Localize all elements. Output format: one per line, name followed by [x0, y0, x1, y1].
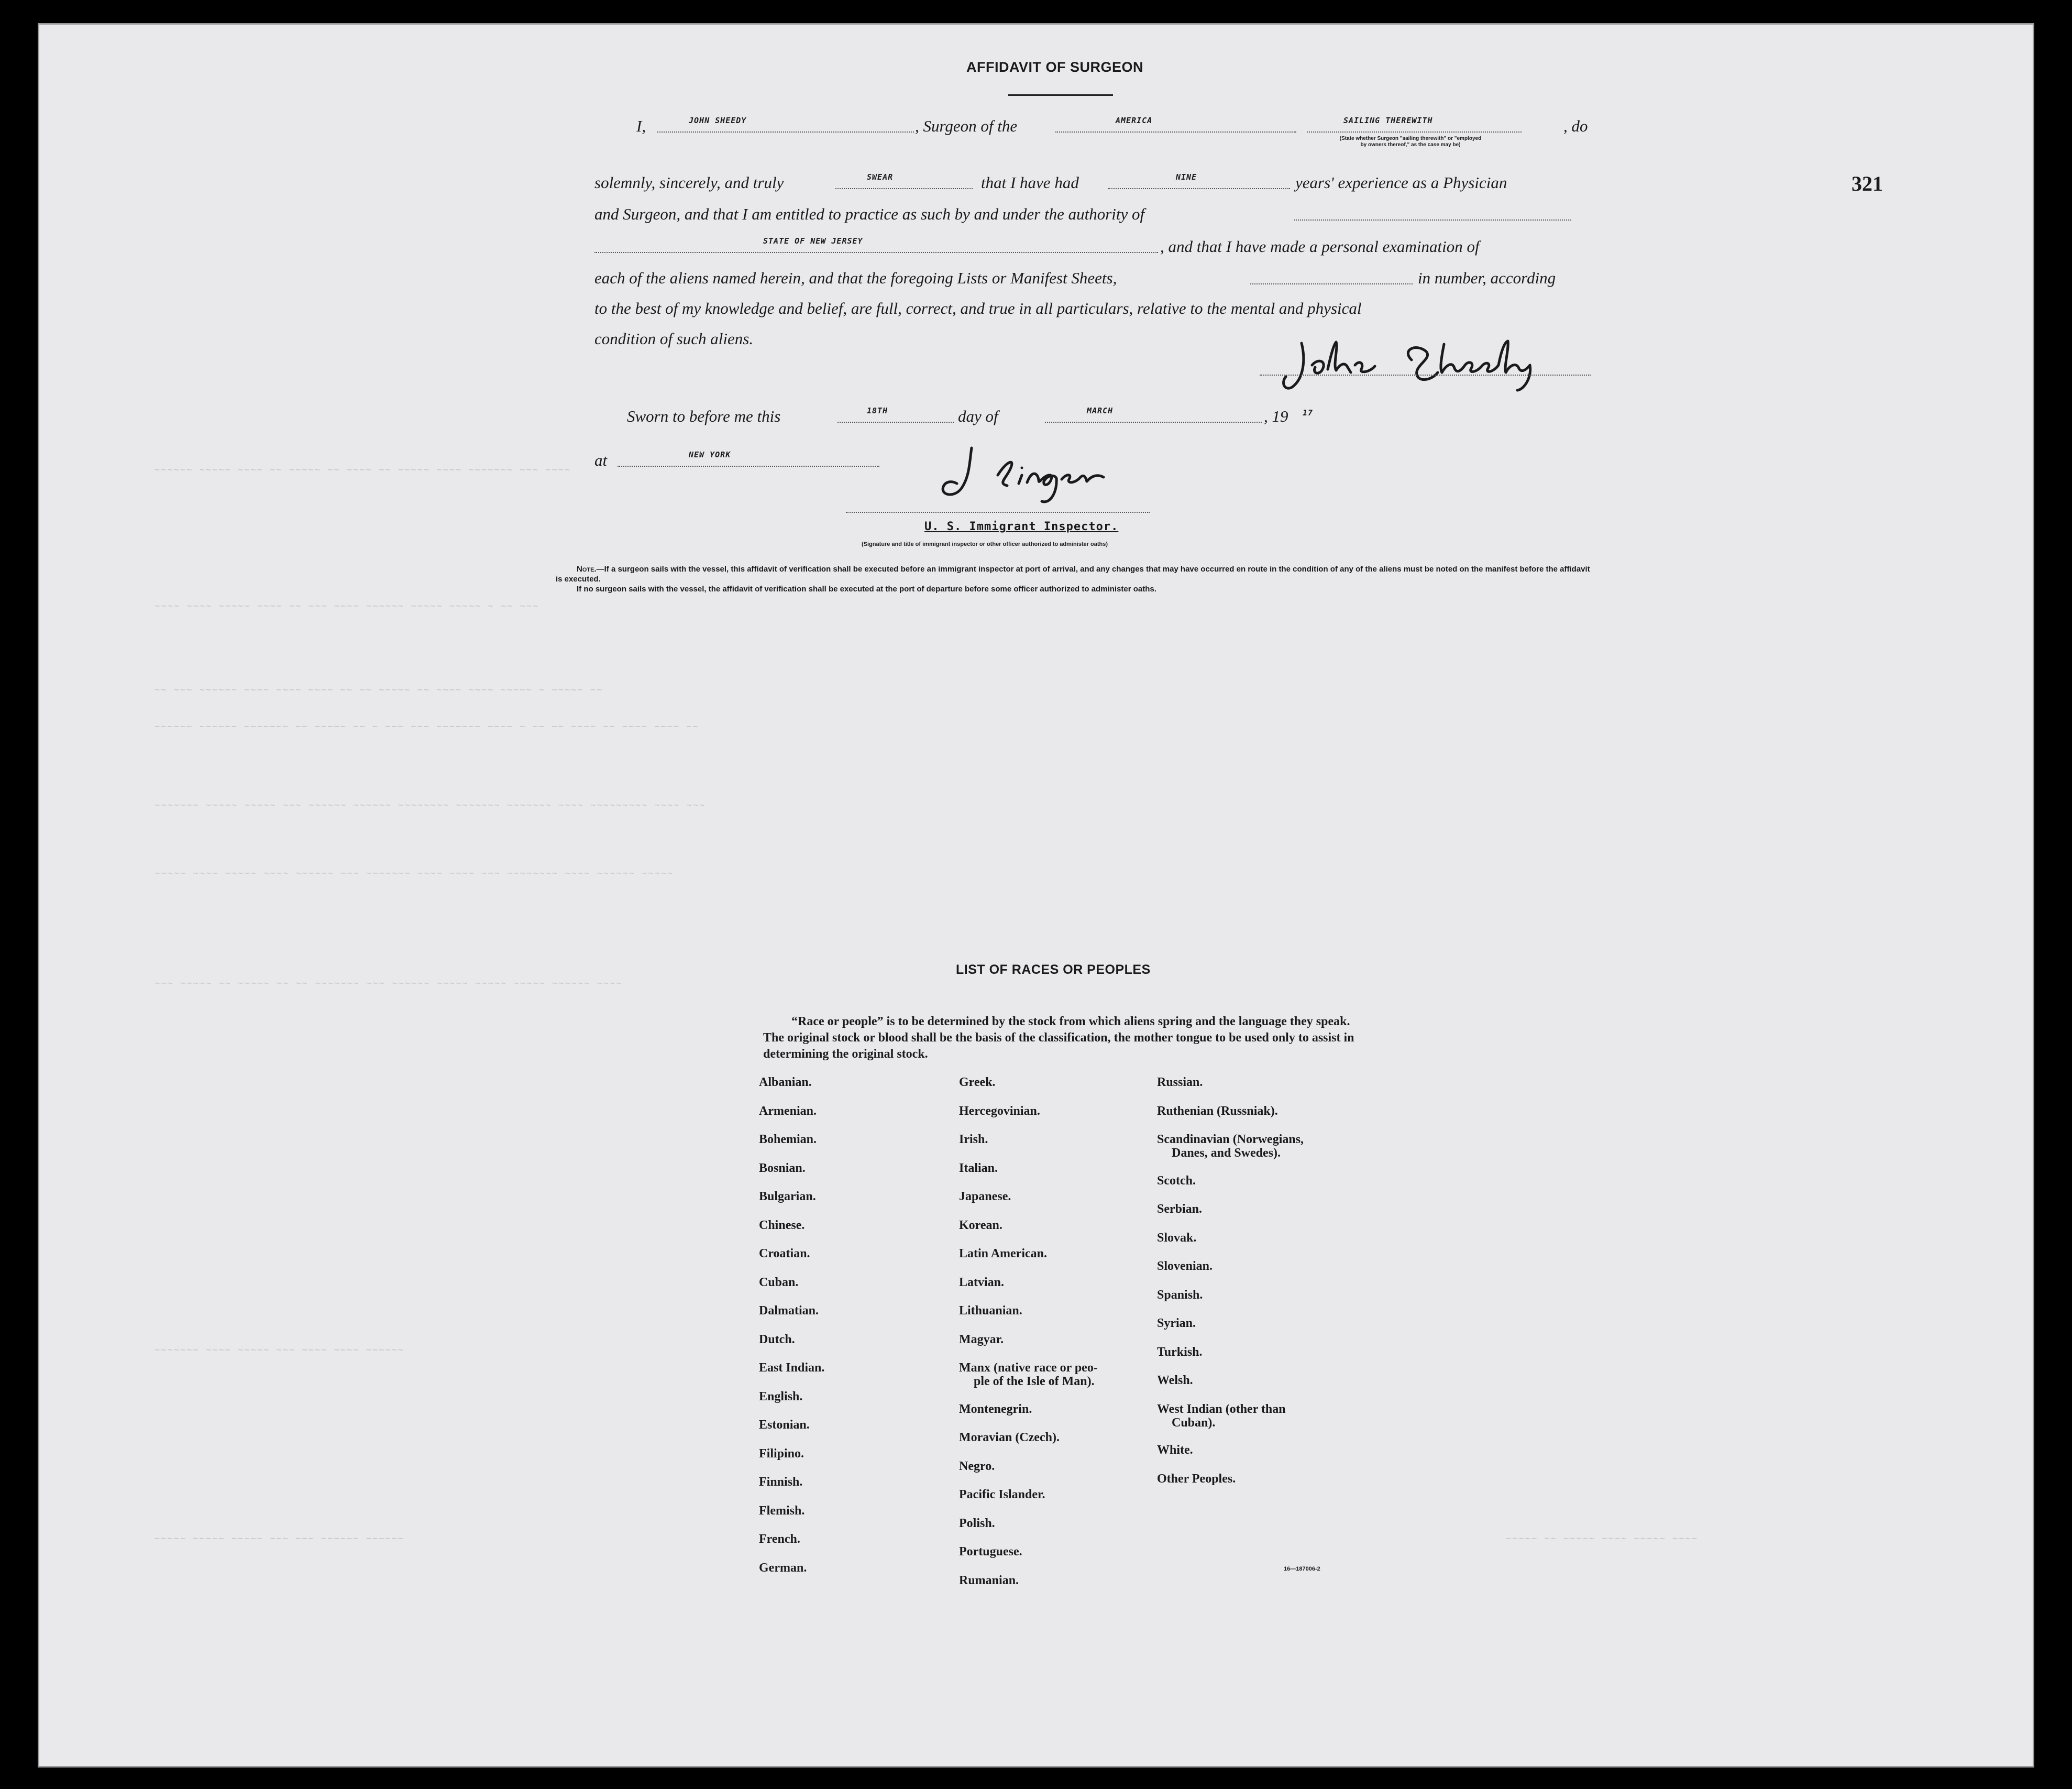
- text-in-number: in number, according: [1418, 269, 1556, 287]
- race-item: Korean.: [959, 1218, 1002, 1232]
- text-best-of-knowledge: to the best of my knowledge and belief, are full, correct, and true in all particulars, relative to the mental and physical: [594, 299, 1362, 317]
- bleed-through-text: ~~~~~~ ~~~~~ ~~~~ ~~ ~~~~~ ~~ ~~~~ ~~ ~~~~~ ~~~~ ~~~~~~~ ~~~ ~~~~: [155, 465, 571, 475]
- race-item: White.: [1157, 1443, 1193, 1457]
- race-item: Hercegovinian.: [959, 1104, 1040, 1118]
- affidavit-note: [556, 564, 1593, 594]
- race-item: Ruthenian (Russniak).: [1157, 1104, 1278, 1118]
- text-and-surgeon: and Surgeon, and that I am entitled to practice as such by and under the authority of: [594, 205, 1145, 223]
- bleed-through-text: ~~ ~~~ ~~~~~~ ~~~~ ~~~~ ~~~~ ~~ ~~ ~~~~~ ~~ ~~~~ ~~~~ ~~~~~ ~ ~~~~~ ~~: [155, 685, 603, 695]
- text-each-of-aliens: each of the aliens named herein, and that the foregoing Lists or Manifest Sheets,: [594, 269, 1117, 287]
- text-surgeon-of: , Surgeon of the: [915, 117, 1018, 135]
- race-item: Albanian.: [759, 1075, 812, 1089]
- race-item: Italian.: [959, 1161, 998, 1175]
- text-condition: condition of such aliens.: [594, 330, 754, 348]
- inspector-signature-line: [846, 512, 1150, 513]
- race-item: Syrian.: [1157, 1316, 1196, 1330]
- races-title: LIST OF RACES OR PEOPLES: [956, 962, 1151, 977]
- race-item: Estonian.: [759, 1418, 810, 1432]
- sworn-year: 17: [1303, 408, 1314, 418]
- race-item: Pacific Islander.: [959, 1488, 1045, 1501]
- affidavit-title: AFFIDAVIT OF SURGEON: [966, 59, 1143, 75]
- race-item: Portuguese.: [959, 1545, 1022, 1558]
- race-item: Turkish.: [1157, 1345, 1203, 1359]
- text-at: at: [594, 451, 608, 469]
- sworn-place: NEW YORK: [689, 450, 731, 459]
- race-item: Flemish.: [759, 1503, 805, 1518]
- race-item: Welsh.: [1157, 1374, 1193, 1387]
- race-item: Chinese.: [759, 1218, 805, 1232]
- race-item: Finnish.: [759, 1475, 803, 1489]
- bleed-through-text: ~~~~~ ~~ ~~~~~ ~~~~ ~~~~~ ~~~~: [1506, 1533, 1699, 1544]
- affidavit-line-1: [594, 117, 1590, 138]
- race-item: Slovenian.: [1157, 1259, 1213, 1273]
- page-number: 321: [1851, 172, 1883, 195]
- race-item: Spanish.: [1157, 1288, 1203, 1302]
- race-item: Dutch.: [759, 1332, 795, 1346]
- bleed-through-text: ~~~~~ ~~~~~ ~~~~~ ~~~ ~~~ ~~~~~~ ~~~~~~: [155, 1533, 405, 1544]
- race-item: Croatian.: [759, 1247, 810, 1260]
- race-item: Manx (native race or peo- ple of the Isle of Man).: [959, 1361, 1098, 1388]
- text-nineteen: , 19: [1264, 407, 1288, 425]
- note-label: Note.: [577, 565, 597, 574]
- affidavit-line-7: [594, 330, 753, 348]
- affidavit-line-2: [594, 173, 1590, 194]
- bleed-through-text: ~~~~~~~ ~~~~~ ~~~~~ ~~~ ~~~~~~ ~~~~~~ ~~~~~~~~ ~~~~~~~ ~~~~~~~ ~~~~ ~~~~~~~~~ ~~~~ ~~~: [155, 800, 706, 810]
- bleed-through-text: ~~~~ ~~~~ ~~~~~ ~~~~ ~~ ~~~ ~~~~ ~~~~~~ ~~~~~ ~~~~~ ~ ~~ ~~~: [155, 601, 539, 611]
- licensing-authority: STATE OF NEW JERSEY: [763, 236, 863, 246]
- race-item: West Indian (other than Cuban).: [1157, 1402, 1286, 1430]
- race-item: Greek.: [959, 1075, 996, 1089]
- race-item: Slovak.: [1157, 1231, 1197, 1245]
- bleed-through-text: ~~~ ~~~~~ ~~ ~~~~~ ~~ ~~ ~~~~~~~ ~~~ ~~~~~~ ~~~~~ ~~~~~ ~~~~~ ~~~~~~ ~~~~: [155, 978, 623, 989]
- race-item: Magyar.: [959, 1332, 1004, 1346]
- race-item: Russian.: [1157, 1075, 1203, 1089]
- race-item: German.: [759, 1561, 807, 1575]
- race-item: East Indian.: [759, 1361, 825, 1375]
- sworn-day: 18TH: [867, 406, 888, 415]
- race-item: English.: [759, 1389, 803, 1403]
- affidavit-line-5: [594, 269, 1590, 290]
- sworn-line: [594, 407, 1590, 428]
- years-experience: NINE: [1176, 172, 1197, 182]
- race-item: Filipino.: [759, 1446, 804, 1461]
- text-do: , do: [1563, 117, 1588, 135]
- race-item: Negro.: [959, 1459, 995, 1473]
- race-item: Bohemian.: [759, 1133, 817, 1146]
- text-that-i-have-had: that I have had: [981, 173, 1079, 192]
- bleed-through-text: ~~~~~~ ~~~~~~ ~~~~~~~ ~~ ~~~~~ ~~ ~ ~~~ ~~~ ~~~~~~~ ~~~~ ~ ~~ ~~ ~~~~ ~~ ~~~~ ~~~~ ~~: [155, 721, 699, 732]
- form-code: 16—187006-2: [1284, 1566, 1320, 1572]
- race-item: Irish.: [959, 1133, 988, 1146]
- race-item: Armenian.: [759, 1104, 817, 1118]
- vessel-name: AMERICA: [1116, 116, 1153, 125]
- text-years-experience: years' experience as a Physician: [1295, 173, 1507, 192]
- race-item: Serbian.: [1157, 1202, 1203, 1216]
- race-item: Latvian.: [959, 1275, 1005, 1289]
- race-item: Dalmatian.: [759, 1304, 819, 1318]
- race-item: Moravian (Czech).: [959, 1431, 1060, 1444]
- inspector-caption: (Signature and title of immigrant inspector or other officer authorized to administer oaths): [862, 541, 1108, 547]
- race-item: Bulgarian.: [759, 1190, 816, 1203]
- surgeon-name: JOHN SHEEDY: [689, 116, 747, 125]
- race-item: Scotch.: [1157, 1173, 1196, 1188]
- note-paragraph-2: If no surgeon sails with the vessel, the affidavit of verification shall be executed at the port of departure before some officer authorized to administer oaths.: [577, 585, 1156, 594]
- text-sworn-before-me: Sworn to before me this: [627, 407, 781, 425]
- race-item: Rumanian.: [959, 1573, 1019, 1587]
- race-item: Other Peoples.: [1157, 1472, 1236, 1486]
- race-item: Cuban.: [759, 1275, 799, 1289]
- inspector-signature: [919, 436, 1139, 515]
- races-intro: “Race or people” is to be determined by the stock from which aliens spring and the language they speak. The original stock or blood shall be the basis of the classification, the mother tongue to be used only to assist in determining the original stock.: [763, 1015, 1354, 1061]
- affidavit-line-3: [594, 205, 1590, 226]
- text-day-of: day of: [958, 407, 998, 425]
- race-item: Montenegrin.: [959, 1402, 1032, 1416]
- race-item: Polish.: [959, 1516, 995, 1530]
- inspector-title: U. S. Immigrant Inspector.: [924, 520, 1119, 533]
- oath-type: SWEAR: [867, 172, 894, 182]
- affidavit-line-6: [594, 299, 1362, 318]
- text-solemnly: solemnly, sincerely, and truly: [594, 173, 784, 192]
- race-item: Latin American.: [959, 1247, 1047, 1260]
- note-paragraph-1: —If a surgeon sails with the vessel, this affidavit of verification shall be executed before an immigrant inspector at port of arrival, and any changes that may have occurred en route in the condition of any of the aliens must be noted on the manifest before the affidavit is executed.: [556, 565, 1590, 584]
- text-personal-examination: , and that I have made a personal examination of: [1160, 237, 1480, 256]
- title-underline: [1008, 94, 1113, 96]
- race-item: French.: [759, 1532, 800, 1546]
- sailing-note: (State whether Surgeon "sailing therewith" or "employed by owners thereof," as the case may be): [1339, 136, 1482, 148]
- affidavit-line-4: [594, 237, 1590, 258]
- surgeon-signature: [1260, 328, 1595, 397]
- sailing-status: SAILING THEREWITH: [1343, 116, 1433, 125]
- race-item: Lithuanian.: [959, 1304, 1022, 1318]
- surgeon-signature-line: [1260, 375, 1591, 376]
- bleed-through-text: ~~~~~ ~~~~ ~~~~~ ~~~~ ~~~~~~ ~~~ ~~~~~~~ ~~~~ ~~~~ ~~~ ~~~~~~~~ ~~~~ ~~~~~~ ~~~~~: [155, 868, 674, 879]
- text-i: I,: [636, 117, 646, 135]
- document-sheet: [38, 23, 2034, 1768]
- race-item: Japanese.: [959, 1190, 1011, 1203]
- race-item: Bosnian.: [759, 1161, 806, 1175]
- bleed-through-text: ~~~~~~~ ~~~~ ~~~~~ ~~~ ~~~~ ~~~~ ~~~~~~: [155, 1345, 405, 1355]
- sworn-month: MARCH: [1087, 406, 1114, 415]
- race-item: Scandinavian (Norwegians, Danes, and Swedes).: [1157, 1133, 1304, 1160]
